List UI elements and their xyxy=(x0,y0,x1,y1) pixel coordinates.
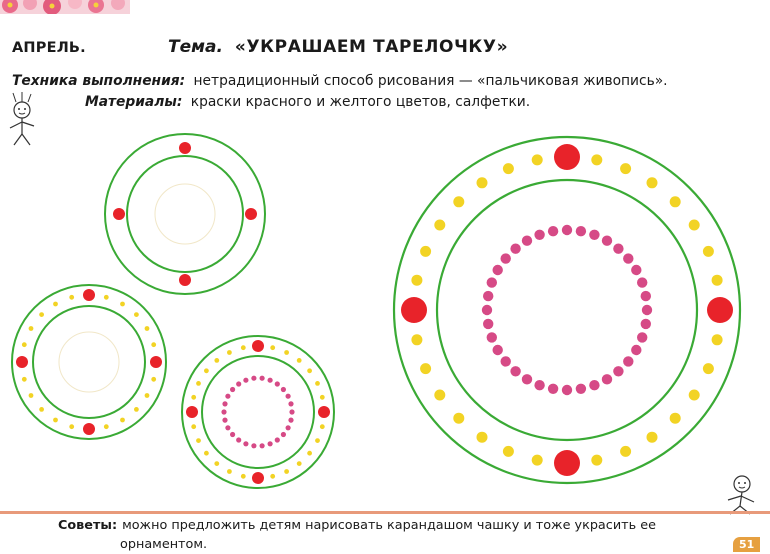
pink-dot xyxy=(576,226,586,236)
yellow-dot xyxy=(320,395,325,400)
yellow-dot xyxy=(453,196,464,207)
pink-dot xyxy=(236,381,241,386)
yellow-dot xyxy=(214,461,219,466)
pink-dot xyxy=(230,432,235,437)
pink-dot xyxy=(288,401,293,406)
red-dot xyxy=(16,356,28,368)
yellow-dot xyxy=(411,334,422,345)
pink-dot xyxy=(637,332,647,342)
pink-dot xyxy=(493,345,503,355)
red-dot xyxy=(150,356,162,368)
yellow-dot xyxy=(69,295,74,300)
yellow-dot xyxy=(191,395,196,400)
pink-dot xyxy=(260,376,265,381)
yellow-dot xyxy=(670,413,681,424)
pink-dot xyxy=(562,385,572,395)
pink-dot xyxy=(641,319,651,329)
pink-dot xyxy=(483,319,493,329)
theme-title: «УКРАШАЕМ ТАРЕЛОЧКУ» xyxy=(234,37,509,57)
yellow-dot xyxy=(22,377,27,382)
yellow-dot xyxy=(241,345,246,350)
yellow-dot xyxy=(477,432,488,443)
pink-dot xyxy=(275,437,280,442)
yellow-dot xyxy=(591,455,602,466)
yellow-dot xyxy=(145,393,150,398)
pink-dot xyxy=(260,443,265,448)
pink-dot xyxy=(286,425,291,430)
yellow-dot xyxy=(241,474,246,479)
yellow-dot xyxy=(134,407,139,412)
plate-center xyxy=(59,332,119,392)
yellow-dot xyxy=(411,275,422,286)
pink-dot xyxy=(286,394,291,399)
pink-dot xyxy=(222,401,227,406)
red-dot xyxy=(179,274,191,286)
red-dot xyxy=(245,208,257,220)
yellow-dot xyxy=(270,345,275,350)
pink-dot xyxy=(501,356,511,366)
yellow-dot xyxy=(434,390,445,401)
materials-label: Материалы: xyxy=(85,94,183,110)
plate-rim xyxy=(182,336,334,488)
pink-dot xyxy=(534,230,544,240)
yellow-dot xyxy=(227,469,232,474)
pink-dot xyxy=(230,387,235,392)
yellow-dot xyxy=(315,381,320,386)
yellow-dot xyxy=(647,177,658,188)
pink-dot xyxy=(623,253,633,263)
yellow-dot xyxy=(53,418,58,423)
technique-text: нетрадиционный способ рисования — «пальчиковая живопись». xyxy=(193,73,668,89)
pink-dot xyxy=(222,418,227,423)
yellow-dot xyxy=(620,446,631,457)
pink-dot xyxy=(225,394,230,399)
yellow-dot xyxy=(689,390,700,401)
yellow-dot xyxy=(284,469,289,474)
red-dot xyxy=(186,406,198,418)
tips-text-line1: можно предложить детям нарисовать карандашом чашку и тоже украсить ее xyxy=(122,518,656,533)
pink-dot xyxy=(225,425,230,430)
pink-dot xyxy=(548,384,558,394)
pink-dot xyxy=(251,376,256,381)
yellow-dot xyxy=(591,154,602,165)
yellow-dot xyxy=(647,432,658,443)
pink-dot xyxy=(641,291,651,301)
red-dot xyxy=(252,472,264,484)
yellow-dot xyxy=(227,350,232,355)
yellow-dot xyxy=(22,342,27,347)
yellow-dot xyxy=(477,177,488,188)
yellow-dot xyxy=(120,418,125,423)
pink-dot xyxy=(251,443,256,448)
red-dot xyxy=(83,289,95,301)
yellow-dot xyxy=(532,154,543,165)
yellow-dot xyxy=(151,342,156,347)
yellow-dot xyxy=(307,368,312,373)
pink-dot xyxy=(236,437,241,442)
month-heading: АПРЕЛЬ. xyxy=(12,40,86,56)
pink-dot xyxy=(589,380,599,390)
yellow-dot xyxy=(29,326,34,331)
pink-dot xyxy=(510,366,520,376)
pink-dot xyxy=(493,265,503,275)
yellow-dot xyxy=(69,424,74,429)
yellow-dot xyxy=(503,163,514,174)
yellow-dot xyxy=(270,474,275,479)
pink-dot xyxy=(613,244,623,254)
materials-text: краски красного и желтого цветов, салфетки. xyxy=(190,94,531,110)
yellow-dot xyxy=(104,295,109,300)
pink-dot xyxy=(487,277,497,287)
technique-label: Техника выполнения: xyxy=(12,73,186,89)
tips-label: Советы: xyxy=(58,518,118,533)
pink-dot xyxy=(483,291,493,301)
red-dot xyxy=(707,297,733,323)
theme-label: Тема. xyxy=(168,37,223,57)
plate-rim xyxy=(202,356,314,468)
yellow-dot xyxy=(703,363,714,374)
pink-dot xyxy=(534,380,544,390)
red-dot xyxy=(179,142,191,154)
red-dot xyxy=(83,423,95,435)
pink-dot xyxy=(548,226,558,236)
red-dot xyxy=(252,340,264,352)
yellow-dot xyxy=(284,350,289,355)
pink-dot xyxy=(631,265,641,275)
yellow-dot xyxy=(196,438,201,443)
yellow-dot xyxy=(320,424,325,429)
yellow-dot xyxy=(712,334,723,345)
yellow-dot xyxy=(420,246,431,257)
yellow-dot xyxy=(503,446,514,457)
pink-dot xyxy=(243,378,248,383)
pink-dot xyxy=(288,418,293,423)
yellow-dot xyxy=(670,196,681,207)
red-dot xyxy=(554,144,580,170)
page-number: 51 xyxy=(733,537,760,552)
plate-rim xyxy=(12,285,166,439)
pink-dot xyxy=(268,378,273,383)
yellow-dot xyxy=(712,275,723,286)
pink-dot xyxy=(501,253,511,263)
red-dot xyxy=(401,297,427,323)
yellow-dot xyxy=(151,377,156,382)
yellow-dot xyxy=(204,368,209,373)
pink-dot xyxy=(589,230,599,240)
yellow-dot xyxy=(29,393,34,398)
pink-dot xyxy=(637,277,647,287)
yellow-dot xyxy=(420,363,431,374)
plate-rim xyxy=(127,156,243,272)
yellow-dot xyxy=(434,220,445,231)
yellow-dot xyxy=(134,312,139,317)
yellow-dot xyxy=(703,246,714,257)
pink-dot xyxy=(522,374,532,384)
pink-dot xyxy=(275,381,280,386)
yellow-dot xyxy=(297,358,302,363)
red-dot xyxy=(318,406,330,418)
pink-dot xyxy=(602,236,612,246)
yellow-dot xyxy=(191,424,196,429)
pink-dot xyxy=(281,387,286,392)
yellow-dot xyxy=(104,424,109,429)
yellow-dot xyxy=(204,451,209,456)
pink-dot xyxy=(243,441,248,446)
pink-dot xyxy=(289,409,294,414)
yellow-dot xyxy=(39,312,44,317)
yellow-dot xyxy=(307,451,312,456)
tips-block xyxy=(58,516,688,554)
pink-dot xyxy=(510,244,520,254)
plate-rim xyxy=(437,180,697,440)
yellow-dot xyxy=(689,220,700,231)
yellow-dot xyxy=(453,413,464,424)
plate-rim xyxy=(33,306,145,418)
plate-rim xyxy=(105,134,265,294)
pink-dot xyxy=(562,225,572,235)
plate-center xyxy=(155,184,215,244)
yellow-dot xyxy=(532,455,543,466)
pink-dot xyxy=(623,356,633,366)
yellow-dot xyxy=(196,381,201,386)
red-dot xyxy=(554,450,580,476)
pink-dot xyxy=(631,345,641,355)
yellow-dot xyxy=(39,407,44,412)
plate-rim xyxy=(394,137,740,483)
pink-dot xyxy=(487,332,497,342)
pink-dot xyxy=(522,236,532,246)
yellow-dot xyxy=(120,302,125,307)
yellow-dot xyxy=(145,326,150,331)
pink-dot xyxy=(642,305,652,315)
pink-dot xyxy=(482,305,492,315)
pink-dot xyxy=(613,366,623,376)
yellow-dot xyxy=(297,461,302,466)
pink-dot xyxy=(268,441,273,446)
pink-dot xyxy=(221,409,226,414)
yellow-dot xyxy=(620,163,631,174)
red-dot xyxy=(113,208,125,220)
yellow-dot xyxy=(53,302,58,307)
pink-dot xyxy=(602,374,612,384)
bottom-divider xyxy=(0,511,770,514)
yellow-dot xyxy=(214,358,219,363)
tips-text-line2: орнаментом. xyxy=(120,537,208,552)
pink-dot xyxy=(576,384,586,394)
pink-dot xyxy=(281,432,286,437)
yellow-dot xyxy=(315,438,320,443)
